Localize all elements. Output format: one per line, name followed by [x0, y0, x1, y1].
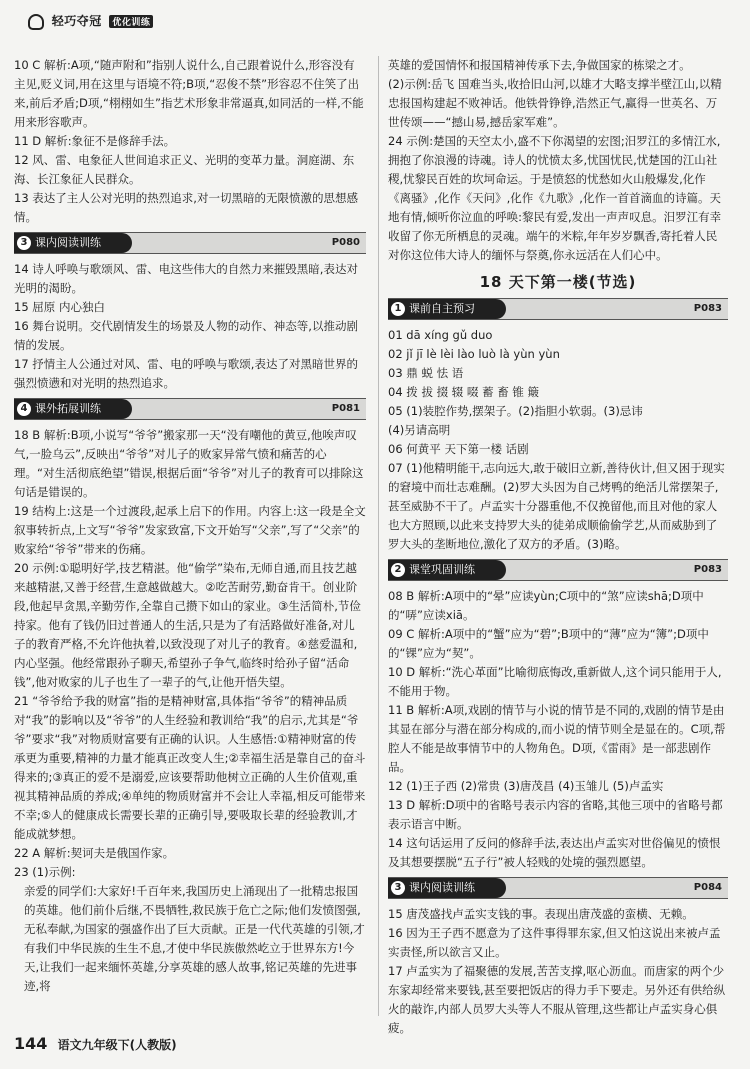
- right-column: [388, 56, 728, 1038]
- section-header-preview: [388, 298, 728, 320]
- left-column: [14, 56, 366, 996]
- answer-item: 18 B 解析:B项,小说写“爷爷”搬家那一天“没有嘲他的黄豆,他唉声叹气,一脸乌云”,反映出“爷爷”对儿子的败家异常气愤和痛苦的心理。“对生活彻底绝望”错误,根据后面“爷爷”对儿子的教育可以排除这句话是错误的。: [14, 428, 364, 499]
- answer-item: 12 (1)王子西 (2)常贵 (3)唐茂昌 (4)玉雏儿 (5)卢孟实: [388, 779, 664, 793]
- section-page-code: P083: [693, 564, 722, 575]
- answer-item: 13 D 解析:D项中的省略号表示内容的省略,其他三项中的省略号都表示语言中断。: [388, 798, 723, 831]
- brand-name: 轻巧夺冠: [51, 14, 102, 28]
- section-label: 课外拓展训练: [35, 402, 101, 415]
- column-divider: [378, 56, 379, 1016]
- book-title: 语文九年级下(人教版): [57, 1038, 177, 1052]
- section-label: 课内阅读训练: [35, 236, 101, 249]
- answer-item: 03 鼎 蜕 怯 语: [388, 366, 464, 380]
- answer-item: 20 示例:①聪明好学,技艺精湛。他“偷学”染布,无师自通,而且技艺越来越精湛,又善于经营,生意越做越大。②吃苦耐劳,勤奋肯干。创业阶段,他起早贪黑,辛勤劳作,全靠自己攒下如山的家业。③生活简朴,节俭持家。他有了钱仍旧过普通人的生活,只是为了有活路做好准备,对儿子的教育严格,不允许他执着,以致没现了对儿子的教育。④慈爱温和,内心坚强。他经常跟孙子聊天,希望孙子争气,临终时给孙子留“活命钱”,他对败家的儿子也生了一辈子的气,让他开悟失望。: [14, 561, 361, 689]
- answer-item: 24 示例:楚国的天空太小,盛不下你渴望的宏图;汨罗江的多情江水,拥抱了你浪漫的诗魂。诗人的忧愤太多,忧国忧民,忧楚国的江山社稷,忧黎民百姓的坎坷命运。于是愤怒的忧愁如火山般爆发,化作《离骚》,化作《天问》,化作《九歌》,化作一首首滴血的诗篇。天地有情,倾听你泣血的呼唤:黎民有爱,发出一声声叹息。汨罗江有幸收留了你无所栖息的灵魂。端午的米粽,年年岁岁飘香,寄托着人民对你这位伟大诗人的缅怀与祭奠,你永远活在人们心中。: [388, 134, 722, 262]
- answer-item: 17 抒情主人公通过对风、雷、电的呼唤与歌颂,表达了对黑暗世界的强烈愤懑和对光明的热烈追求。: [14, 357, 358, 390]
- answer-item: (2)示例:岳飞 国难当头,收拾旧山河,以雄才大略支撑半壁江山,以精忠报国构建起不败神话。他铁骨铮铮,浩然正气,赢得一世英名、万世传颂——“撼山易,撼岳家军难”。: [388, 77, 722, 129]
- answer-item: 07 (1)他精明能干,志向远大,敢于破旧立新,善待伙计,但又困于现实的窘境中而壮志难酬。(2)罗大头因为自己烤鸭的绝活儿常摆架子,甚至威胁不干了。卢孟实十分器重他,不仅挽留他,而且对他的家人也大方照顾,以此来支持罗大头的徒弟成顺偷偷学艺,从而威胁到了罗大头的垄断地位,激化了双方的矛盾。(3)略。: [388, 461, 725, 551]
- section-header-extension: [14, 398, 366, 420]
- answer-item: 23 (1)示例:: [14, 865, 76, 879]
- answer-item: 10 D 解析:“洗心革面”比喻彻底悔改,重新做人,这个词只能用于人,不能用于物。: [388, 665, 722, 698]
- answer-item: 14 这句话运用了反问的修辞手法,表达出卢孟实对世俗偏见的愤恨及其想要摆脱“五子行”被人轻贱的处境的强烈愿望。: [388, 836, 721, 869]
- answer-item: 05 (1)装腔作势,摆架子。(2)指胆小软弱。(3)忌讳: [388, 404, 643, 418]
- section-label: 课堂巩固训练: [409, 563, 475, 576]
- answer-item: 19 结构上:这是一个过渡段,起承上启下的作用。内容上:这一段是全文叙事转折点,上文写“爷爷”发家致富,下文开始写“父亲”,写了“父亲”的败家给“爷爷”带来的伤痛。: [14, 504, 366, 556]
- page-number: 144: [14, 1034, 48, 1053]
- section-number: 3: [17, 236, 31, 250]
- section-number: 4: [17, 402, 31, 416]
- answer-item: 08 B 解析:A项中的“晕”应读yùn;C项中的“煞”应读shā;D项中的“哢”应读xiā。: [388, 589, 704, 622]
- answer-item: 13 表达了主人公对光明的热烈追求,对一切黑暗的无限愤激的思想感情。: [14, 191, 358, 224]
- answer-item: 12 风、雷、电象征人世间追求正义、光明的变革力量。洞庭湖、东海、长江象征人民群众。: [14, 153, 355, 186]
- section-number: 3: [391, 881, 405, 895]
- section-label: 课内阅读训练: [409, 881, 475, 894]
- section-page-code: P081: [331, 403, 360, 414]
- answer-item: 02 jǐ jī lè lèi lào luò là yùn yùn: [388, 347, 560, 361]
- answer-item: 14 诗人呼唤与歌颂风、雷、电这些伟大的自然力来摧毁黑暗,表达对光明的渴盼。: [14, 262, 358, 295]
- header: [14, 4, 734, 48]
- section-header-reading: [14, 232, 366, 254]
- answer-item: 英雄的爱国情怀和报国精神传承下去,争做国家的栋梁之才。: [388, 58, 691, 72]
- answer-item: 11 D 解析:象征不是修辞手法。: [14, 134, 176, 148]
- section-page-code: P080: [331, 237, 360, 248]
- section-header-consolidation: [388, 559, 728, 581]
- answer-item: 16 因为王子西不愿意为了这件事得罪东家,但又怕这说出来被卢孟实责怪,所以欲言又止。: [388, 926, 721, 959]
- section-page-code: P084: [693, 882, 722, 893]
- section-number: 1: [391, 302, 405, 316]
- answer-item: 10 C 解析:A项,“随声附和”指别人说什么,自己跟着说什么,形容没有主见,贬义词,用在这里与语境不符;B项,“忍俊不禁”形容忍不住笑了出来,前后矛盾;D项,“栩栩如生”指艺术形象非常逼真,如同活的一样,不能用来形容歌声。: [14, 58, 364, 129]
- answer-item: 01 dā xíng gǔ duo: [388, 328, 493, 342]
- brand-logo: [28, 12, 153, 30]
- page-footer: [14, 1034, 177, 1053]
- answer-item: 04 拨 拔 掇 辍 啜 蓄 畜 锥 簸: [388, 385, 540, 399]
- logo-icon: [28, 14, 44, 30]
- answer-item: 17 卢孟实为了福聚德的发展,苦苦支撑,呕心沥血。而唐家的两个少东家却经常来要钱,甚至要把饭店的得力手下要走。另外还有供给纵火的敲诈,内部人员罗大头等人不服从管理,这些都让卢孟实身心俱疲。: [388, 964, 726, 1035]
- watermark-logo: [600, 1018, 740, 1066]
- answer-item: 11 B 解析:A项,戏剧的情节与小说的情节是不同的,戏剧的情节是由其显在部分与潜在部分构成的,而小说的情节则全是显在的。C项,帮腔人不能是故事情节中的人物角色。D项,《雷雨》是一部悲剧作品。: [388, 703, 726, 774]
- brand-badge: 优化训练: [109, 15, 153, 28]
- answer-item: 09 C 解析:A项中的“蟹”应为“碧”;B项中的“薄”应为“簿”;D项中的“锞”应为“契”。: [388, 627, 709, 660]
- section-header-reading: [388, 877, 728, 899]
- answer-item: 15 屈原 内心独白: [14, 300, 105, 314]
- answer-item: (4)另请高明: [388, 423, 451, 437]
- answer-item: 16 舞台说明。交代剧情发生的场景及人物的动作、神态等,以推动剧情的发展。: [14, 319, 358, 352]
- section-page-code: P083: [693, 303, 722, 314]
- answer-item: 15 唐茂盛找卢孟实支钱的事。表现出唐茂盛的蛮横、无赖。: [388, 907, 694, 921]
- answer-item: 22 A 解析:契诃夫是俄国作家。: [14, 846, 175, 860]
- answer-item: 21 “爷爷给予我的财富”指的是精神财富,具体指“爷爷”的精神品质对“我”的影响以及“爷爷”的人生经验和教训给“我”的启示,尤其是“爷爷”要求“我”对物质财富要有正确的认识。人生感悟:①精神财富的传承更为重要,精神的力量才能真正改变人生;②幸福生活是靠自己的奋斗得来的;③真正的爱不是溺爱,应该要帮助他树立正确的人生价值观,重视其精神品质的养成;④单纯的物质财富并不会让人幸福,相反可能带来不幸;⑤人的健康成长需要长辈的正确引导,要吸取长辈的经验教训,才能成就梦想。: [14, 694, 366, 841]
- essay-text: 亲爱的同学们:大家好!千百年来,我国历史上涌现出了一批精忠报国的英雄。他们前仆后继,不畏牺牲,救民族于危亡之际;他们发愤图强,无私奉献,为国家的强盛作出了巨大贡献。正是一代代英雄的引领,才有我们中华民族的生生不息,才使中华民族傲然屹立于世界东方!今天,让我们一起来缅怀英雄,分享英雄的感人故事,铭记英雄的先进事迹,将: [24, 884, 365, 993]
- section-number: 2: [391, 563, 405, 577]
- chapter-title: 18 天下第一楼(节选): [479, 273, 637, 291]
- section-label: 课前自主预习: [409, 302, 475, 315]
- answer-item: 06 何黄平 天下第一楼 话剧: [388, 442, 529, 456]
